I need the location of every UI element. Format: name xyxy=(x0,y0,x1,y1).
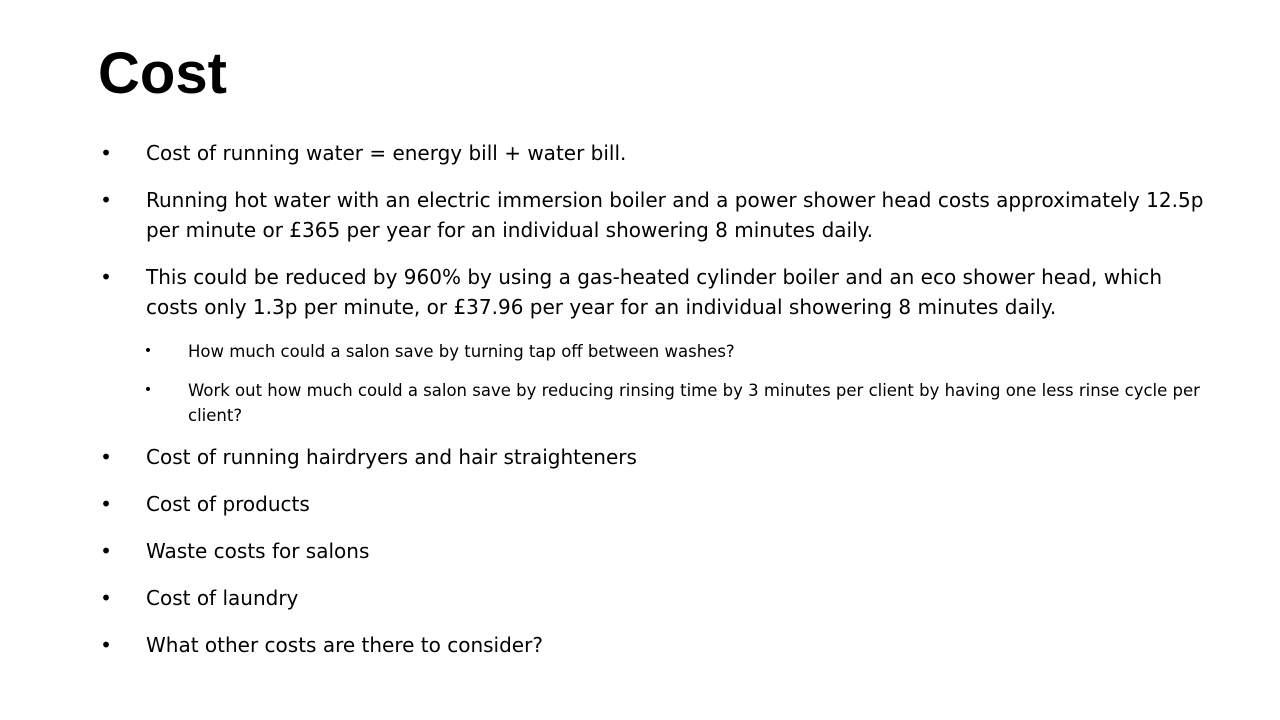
bullet-item xyxy=(100,262,1220,322)
bullet-item xyxy=(100,630,1220,660)
bullet-marker: • xyxy=(100,539,112,563)
bullet-marker: • xyxy=(100,445,112,469)
bullet-text: Cost of laundry xyxy=(146,586,299,610)
bullet-marker: • xyxy=(100,265,112,289)
sub-bullet-item xyxy=(142,378,1220,428)
bullet-item xyxy=(100,185,1220,245)
bullet-text: Cost of running hairdryers and hair straighteners xyxy=(146,445,637,469)
bullet-item xyxy=(100,442,1220,472)
bullet-marker: • xyxy=(100,492,112,516)
sub-bullet-item xyxy=(142,339,1220,364)
bullet-marker: • xyxy=(143,382,153,398)
bullet-text: Cost of running water = energy bill + water bill. xyxy=(146,141,627,165)
bullet-text: How much could a salon save by turning tap off between washes? xyxy=(188,342,735,361)
bullet-text: What other costs are there to consider? xyxy=(146,633,543,657)
bullet-item xyxy=(100,138,1220,168)
bullet-item xyxy=(100,536,1220,566)
bullet-marker: • xyxy=(143,343,153,359)
slide-title: Cost xyxy=(98,41,227,106)
bullet-text: Running hot water with an electric immersion boiler and a power shower head costs approximately 12.5p per minute or £365 per year for an individual showering 8 minutes daily. xyxy=(146,188,1204,242)
bullet-marker: • xyxy=(100,586,112,610)
bullet-marker: • xyxy=(100,633,112,657)
bullet-text: Work out how much could a salon save by reducing rinsing time by 3 minutes per client by having one less rinse cycle per client? xyxy=(188,381,1200,425)
bullet-marker: • xyxy=(100,188,112,212)
bullet-item xyxy=(100,583,1220,613)
bullet-text: This could be reduced by 960% by using a gas-heated cylinder boiler and an eco shower head, which costs only 1.3p per minute, or £37.96 per year for an individual showering 8 minutes daily. xyxy=(146,265,1163,319)
bullet-item xyxy=(100,489,1220,519)
bullet-text: Cost of products xyxy=(146,492,310,516)
bullet-marker: • xyxy=(100,141,112,165)
bullet-list xyxy=(100,138,1220,677)
bullet-text: Waste costs for salons xyxy=(146,539,370,563)
